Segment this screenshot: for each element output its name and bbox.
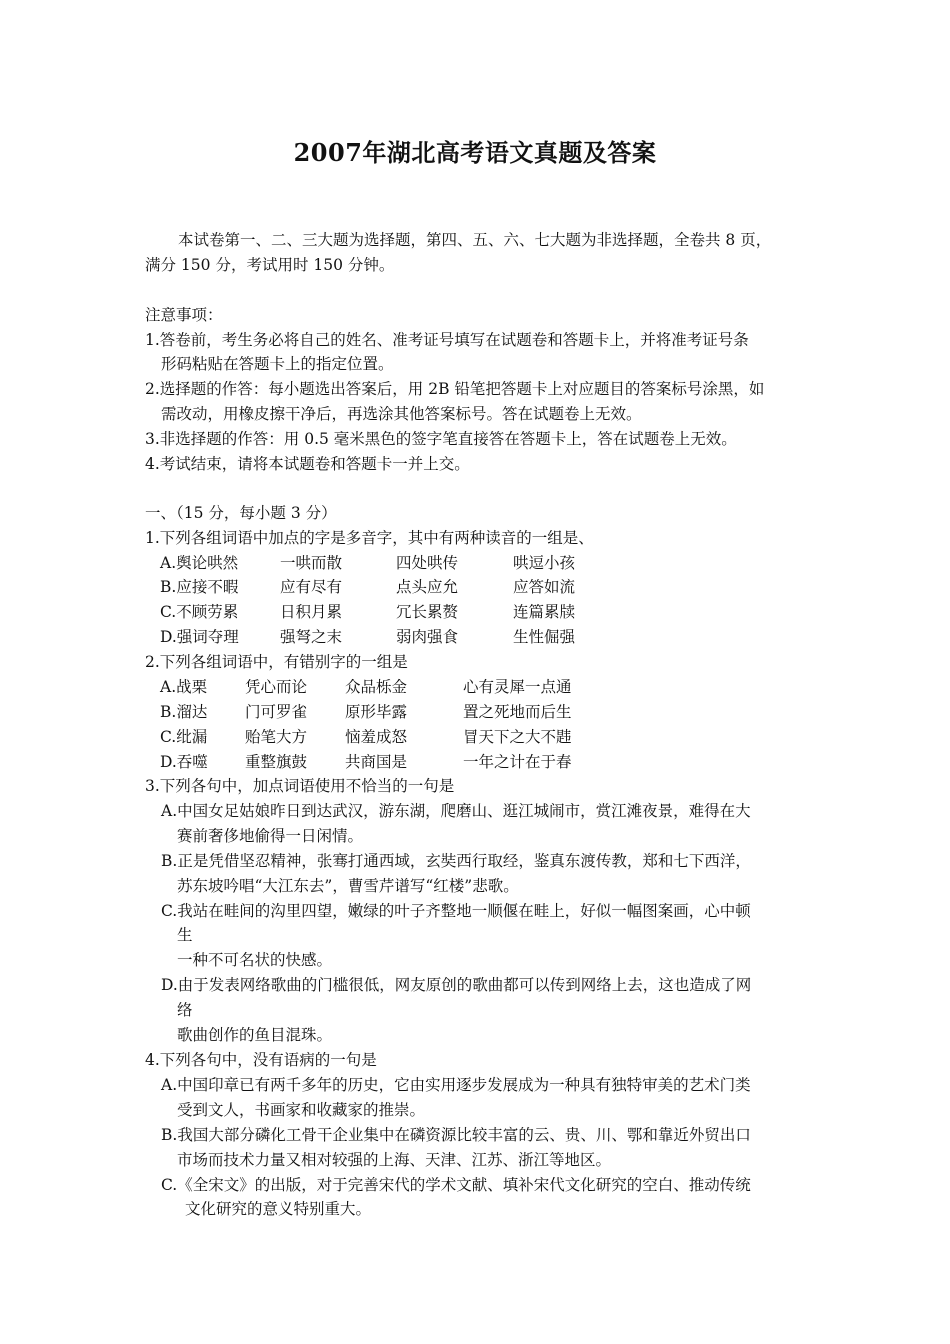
intro-line-2: 满分 150 分，考试用时 150 分钟。 xyxy=(145,256,395,274)
notice-item: 1.答卷前，考生务必将自己的姓名、准考证号填写在试题卷和答题卡上，并将准考证号条 xyxy=(145,331,749,349)
notice-heading: 注意事项： xyxy=(145,306,223,324)
question-4-line: C.《全宋文》的出版，对于完善宋代的学术文献、填补宋代文化研究的空白、推动传统 xyxy=(161,1176,751,1194)
option-word: 一年之计在于春 xyxy=(463,753,572,771)
question-4-stem: 4.下列各句中，没有语病的一句是 xyxy=(145,1051,377,1069)
question-3-line: 苏东坡吟唱“大江东去”，曹雪芹谱写“红楼”悲歌。 xyxy=(177,877,519,895)
notice-item: 形码粘贴在答题卡上的指定位置。 xyxy=(161,355,394,373)
option-word: C.纰漏 xyxy=(160,728,208,746)
option-word: 冗长累赘 xyxy=(396,603,459,621)
option-word: 门可罗雀 xyxy=(245,703,308,721)
option-word: D.吞噬 xyxy=(160,753,208,771)
option-word: 众品栎金 xyxy=(345,678,408,696)
notice-item: 2.选择题的作答：每小题选出答案后，用 2B 铅笔把答题卡上对应题目的答案标号涂黑，如 xyxy=(145,380,765,398)
option-word: 心有灵犀一点通 xyxy=(463,678,572,696)
option-word: 生性倔强 xyxy=(513,628,576,646)
intro-line-1: 本试卷第一、二、三大题为选择题，第四、五、六、七大题为非选择题，全卷共 8 页， xyxy=(178,231,772,249)
option-word: B.应接不暇 xyxy=(160,578,239,596)
question-4-line: A.中国印章已有两千多年的历史，它由实用逐步发展成为一种具有独特审美的艺术门类 xyxy=(161,1076,751,1094)
question-4-line: 受到文人，书画家和收藏家的推崇。 xyxy=(177,1101,426,1119)
option-word: 置之死地而后生 xyxy=(463,703,572,721)
option-word: 原形毕露 xyxy=(345,703,408,721)
question-1-stem: 1.下列各组词语中加点的字是多音字，其中有两种读音的一组是、 xyxy=(145,529,594,547)
question-3-line: D.由于发表网络歌曲的门槛很低，网友原创的歌曲都可以传到网络上去，这也造成了网 xyxy=(161,976,752,994)
option-word: 连篇累牍 xyxy=(513,603,576,621)
question-3-line: A.中国女足姑娘昨日到达武汉，游东湖，爬磨山、逛江城闹市，赏江滩夜景，难得在大 xyxy=(161,802,751,820)
option-word: D.强词夺理 xyxy=(160,628,239,646)
question-3-line: 赛前奢侈地偷得一日闲情。 xyxy=(177,827,364,845)
option-word: 强弩之末 xyxy=(280,628,343,646)
option-word: 重整旗鼓 xyxy=(245,753,308,771)
notice-item: 需改动，用橡皮擦干净后，再选涂其他答案标号。答在试题卷上无效。 xyxy=(161,405,642,423)
question-3-line: B.正是凭借坚忍精神，张骞打通西域，玄奘西行取经，鉴真东渡传教，郑和七下西洋， xyxy=(161,852,751,870)
option-word: 哄逗小孩 xyxy=(513,554,576,572)
notice-item: 4.考试结束，请将本试题卷和答题卡一并上交。 xyxy=(145,455,470,473)
question-3-stem: 3.下列各句中，加点词语使用不恰当的一句是 xyxy=(145,777,455,795)
section-heading: 一、（15 分，每小题 3 分） xyxy=(145,504,337,522)
page-title: 2007年湖北高考语文真题及答案 xyxy=(293,138,657,167)
option-word: 弱肉强食 xyxy=(396,628,459,646)
question-3-line: C.我站在畦间的沟里四望，嫩绿的叶子齐整地一顺偃在畦上，好似一幅图案画，心中顿 xyxy=(161,902,751,920)
option-word: 贻笔大方 xyxy=(245,728,308,746)
question-4-line: B.我国大部分磷化工骨干企业集中在磷资源比较丰富的云、贵、川、鄂和靠近外贸出口 xyxy=(161,1126,751,1144)
option-word: A.舆论哄然 xyxy=(160,554,239,572)
question-3-line: 一种不可名状的快感。 xyxy=(177,951,333,969)
question-4-line: 市场而技术力量又相对较强的上海、天津、江苏、浙江等地区。 xyxy=(177,1151,612,1169)
option-word: 日积月累 xyxy=(280,603,343,621)
question-4-line: 文化研究的意义特别重大。 xyxy=(185,1200,372,1218)
question-3-line: 生 xyxy=(177,926,193,944)
option-word: 应答如流 xyxy=(513,578,576,596)
option-word: 凭心而论 xyxy=(245,678,308,696)
option-word: 四处哄传 xyxy=(396,554,459,572)
question-2-stem: 2.下列各组词语中，有错别字的一组是 xyxy=(145,653,408,671)
option-word: 冒天下之大不韪 xyxy=(463,728,572,746)
option-word: C.不顾劳累 xyxy=(160,603,239,621)
option-word: 共商国是 xyxy=(345,753,408,771)
option-word: B.溜达 xyxy=(160,703,208,721)
option-word: 应有尽有 xyxy=(280,578,343,596)
option-word: 点头应允 xyxy=(396,578,459,596)
question-3-line: 歌曲创作的鱼目混珠。 xyxy=(177,1026,333,1044)
option-word: 一哄而散 xyxy=(280,554,343,572)
option-word: A.战栗 xyxy=(160,678,208,696)
notice-item: 3.非选择题的作答：用 0.5 毫米黑色的签字笔直接答在答题卡上，答在试题卷上无效。 xyxy=(145,430,737,448)
option-word: 恼羞成怒 xyxy=(345,728,408,746)
question-3-line: 络 xyxy=(177,1001,193,1019)
